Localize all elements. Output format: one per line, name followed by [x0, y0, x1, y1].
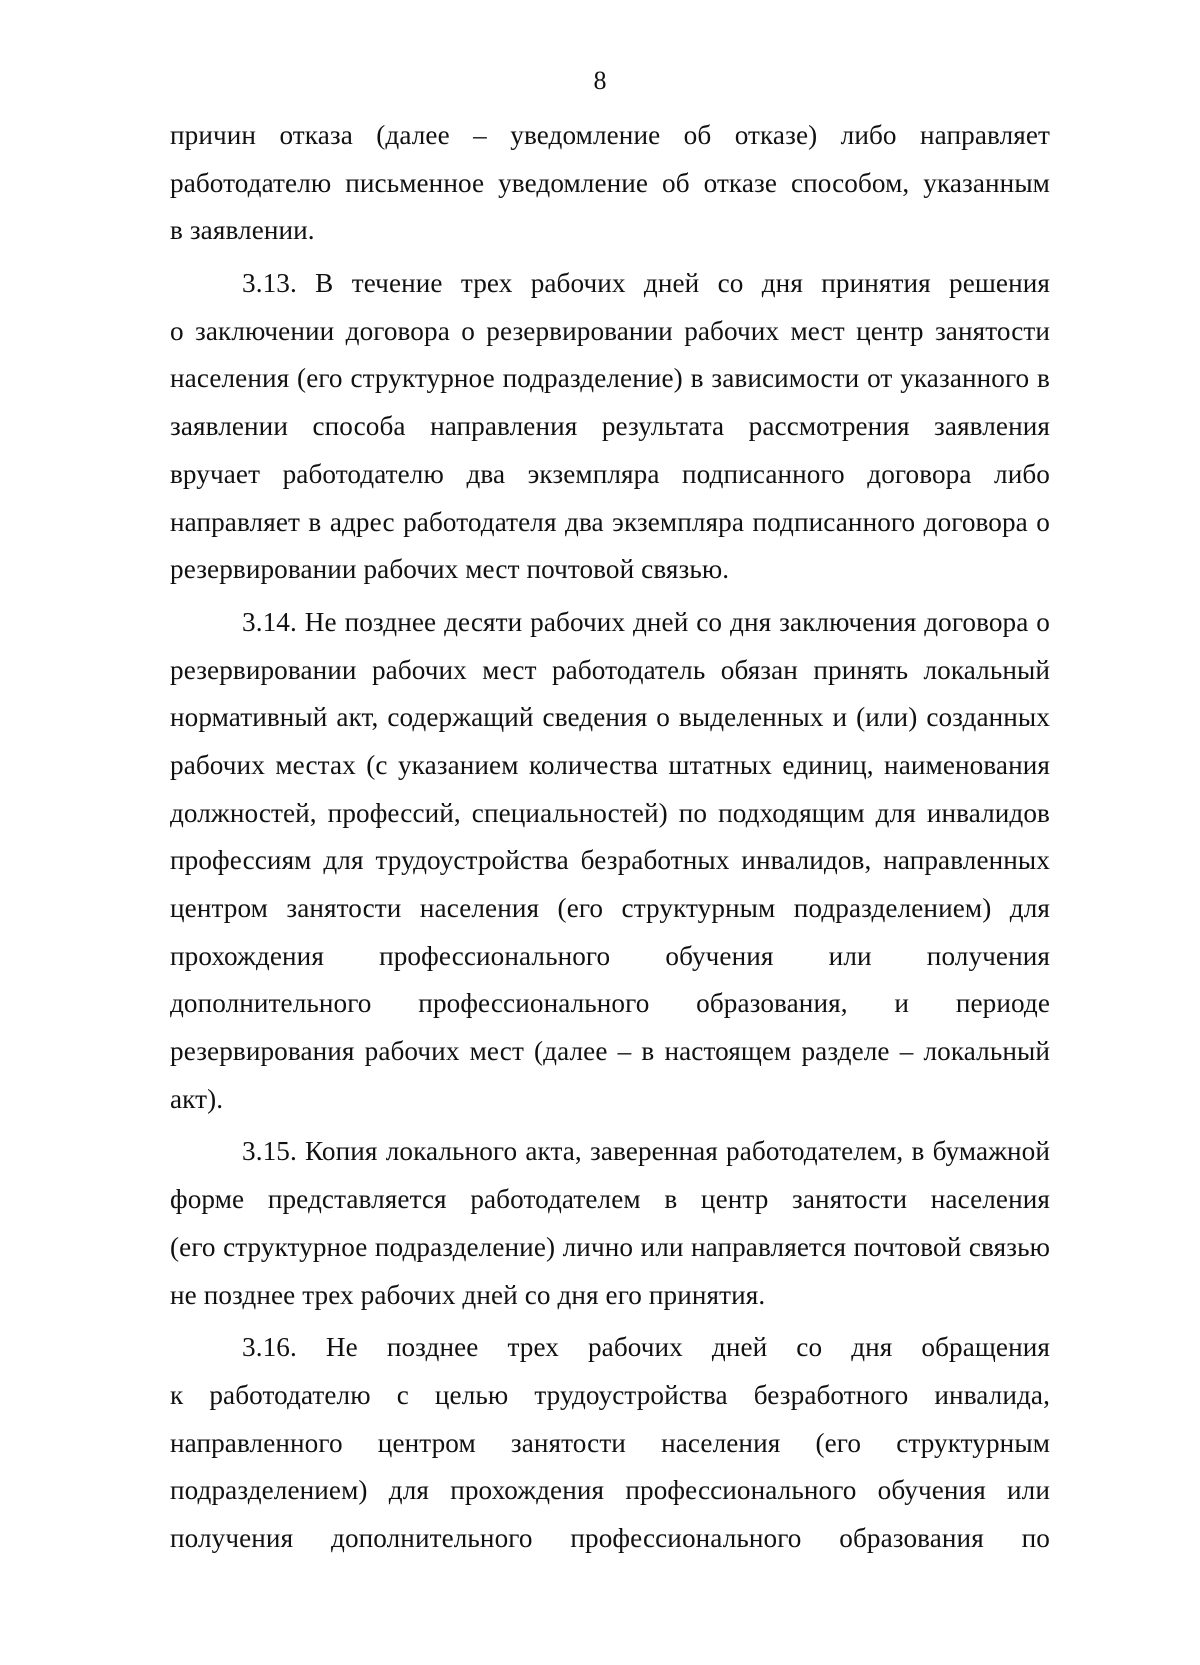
text-line: резервирования рабочих мест (далее – в настоящем разделе – локальный — [170, 1036, 1050, 1067]
text-line: заявлении способа направления результата рассмотрения заявления — [170, 411, 1050, 442]
text-line: форме представляется работодателем в центр занятости населения — [170, 1184, 1050, 1215]
text-line: акт). — [170, 1083, 224, 1114]
text-line: направленного центром занятости населения (его структурным — [170, 1427, 1050, 1458]
paragraph-first-line: 3.14. Не позднее десяти рабочих дней со дня заключения договора о — [242, 606, 1050, 637]
text-line: направляет в адрес работодателя два экземпляра подписанного договора о — [170, 506, 1050, 537]
text-line: населения (его структурное подразделение) в зависимости от указанного в — [170, 363, 1050, 394]
text-line: подразделением) для прохождения профессионального обучения или — [170, 1475, 1050, 1506]
page-number: 8 — [593, 66, 607, 95]
document-body — [170, 112, 1050, 1563]
text-line: вручает работодателю два экземпляра подписанного договора либо — [170, 458, 1050, 489]
text-line: центром занятости населения (его структурным подразделением) для — [170, 893, 1050, 923]
text-line: причин отказа (далее – уведомление об отказе) либо направляет — [170, 120, 1050, 150]
text-line: о заключении договора о резервировании рабочих мест центр занятости — [170, 315, 1050, 346]
text-line: дополнительного профессионального образования, и периоде — [170, 988, 1050, 1019]
text-line: работодателю письменное уведомление об отказе способом, указанным — [170, 167, 1050, 198]
text-line: резервировании рабочих мест работодатель обязан принять локальный — [170, 654, 1050, 685]
paragraph-first-line: 3.13. В течение трех рабочих дней со дня принятия решения — [242, 268, 1050, 299]
paragraph-first-line: 3.16. Не позднее трех рабочих дней со дня обращения — [242, 1332, 1050, 1363]
text-line: рабочих местах (с указанием количества штатных единиц, наименования — [170, 749, 1050, 780]
text-line: нормативный акт, содержащий сведения о выделенных и (или) созданных — [170, 702, 1050, 733]
text-line: получения дополнительного профессионального образования по — [170, 1522, 1050, 1553]
text-line: резервировании рабочих мест почтовой связью. — [170, 554, 730, 585]
paragraph-first-line: 3.15. Копия локального акта, заверенная работодателем, в бумажной — [242, 1136, 1050, 1167]
text-line: профессиям для трудоустройства безработных инвалидов, направленных — [170, 845, 1050, 876]
text-line: не позднее трех рабочих дней со дня его принятия. — [170, 1279, 766, 1310]
text-line: должностей, профессий, специальностей) по подходящим для инвалидов — [170, 797, 1050, 828]
text-line: к работодателю с целью трудоустройства безработного инвалида, — [170, 1379, 1050, 1410]
text-line: в заявлении. — [170, 215, 315, 246]
text-line: прохождения профессионального обучения или получения — [170, 940, 1050, 971]
text-line: (его структурное подразделение) лично или направляется почтовой связью — [170, 1231, 1050, 1262]
